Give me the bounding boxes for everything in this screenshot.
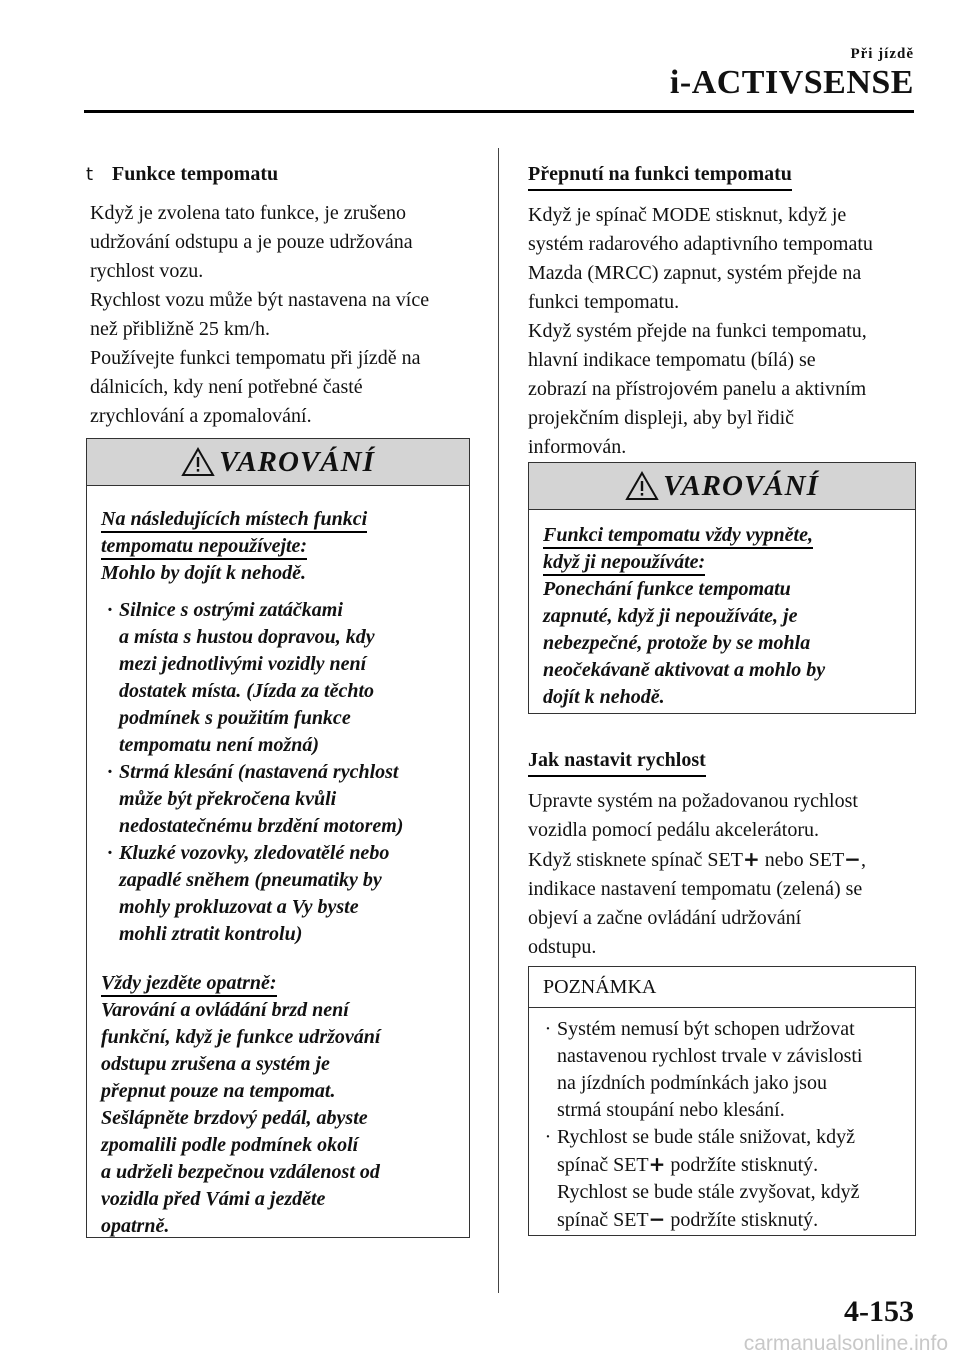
text-line: než přibližně 25 km/h. [90, 318, 270, 340]
text-fragment: nebo SET [759, 849, 845, 871]
note-line: strmá stoupání nebo klesání. [557, 1099, 785, 1121]
note-title: POZNÁMKA [529, 967, 915, 1008]
text-line: objeví a začne ovládání udržování [528, 907, 802, 929]
bullet-line: mohli ztratit kontrolu) [119, 923, 303, 945]
warning-box-right [528, 462, 916, 714]
note-line: nastavenou rychlost trvale v závislosti [557, 1045, 863, 1067]
left-column [86, 160, 470, 431]
heading-bullet: t [86, 164, 94, 185]
warning-body [529, 510, 915, 721]
warning-triangle-icon [181, 447, 215, 477]
right-column [528, 160, 916, 462]
warning-line: funkční, když je funkce udržování [101, 1026, 381, 1048]
note-line: Rychlost se bude stále snižovat, když [557, 1126, 856, 1148]
text-line: hlavní indikace tempomatu (bílá) se [528, 349, 816, 371]
note-box [528, 966, 916, 1236]
text-line: funkci tempomatu. [528, 291, 680, 313]
bullet-dot: · [106, 761, 114, 783]
minus-symbol: − [648, 1207, 666, 1231]
text-line: Když systém přejde na funkci tempomatu, [528, 320, 867, 342]
text-fragment: , [860, 849, 866, 871]
header-rule [84, 110, 914, 113]
note-line: Rychlost se bude stále zvyšovat, když [557, 1181, 860, 1203]
warning-header [87, 439, 469, 486]
text-line: projekčním displeji, aby byl řidič [528, 407, 795, 429]
warning-line: a udrželi bezpečnou vzdálenost od [101, 1161, 380, 1183]
heading-text: Funkce tempomatu [112, 163, 279, 185]
section-heading-cruise [86, 160, 470, 189]
minus-symbol: − [844, 847, 861, 871]
warning-line: Ponechání funkce tempomatu [543, 578, 791, 600]
warning-box-left [86, 438, 470, 1238]
warning-line: opatrně. [101, 1215, 170, 1237]
warning-bullet [101, 759, 455, 840]
text-line: dálnicích, kdy není potřebné časté [90, 376, 363, 398]
bullet-line: mohly prokluzovat a Vy byste [119, 896, 359, 918]
column-divider [498, 148, 499, 1293]
bullet-line: nedostatečnému brzdění motorem) [119, 815, 404, 837]
page-number: 4-153 [844, 1295, 914, 1328]
warning-header [529, 463, 915, 510]
text-line: Když je zvolena tato funkce, je zrušeno [90, 202, 406, 224]
warning-line: přepnut pouze na tempomat. [101, 1080, 336, 1102]
text-line: rychlost vozu. [90, 260, 204, 282]
text-line: indikace nastavení tempomatu (zelená) se [528, 878, 863, 900]
bullet-line: zapadlé sněhem (pneumatiky by [119, 869, 382, 891]
warning-line: nebezpečné, protože by se mohla [543, 632, 811, 654]
warning-line: Sešlápněte brzdový pedál, abyste [101, 1107, 368, 1129]
bullet-line: tempomatu není možná) [119, 734, 320, 756]
warning-underlined: tempomatu nepoužívejte: [101, 534, 307, 560]
warning-bullet [101, 597, 455, 759]
text-line [528, 845, 918, 875]
note-body [529, 1008, 915, 1242]
note-line: Systém nemusí být schopen udržovat [557, 1018, 855, 1040]
note-line [557, 1206, 903, 1234]
bullet-line: Silnice s ostrými zatáčkami [119, 599, 343, 621]
warning-line: dojít k nehodě. [543, 686, 665, 708]
warning-line: odstupu zrušena a systém je [101, 1053, 330, 1075]
section-heading-switch: Přepnutí na funkci tempomatu [528, 161, 792, 191]
bullet-line: Kluzké vozovky, zledovatělé nebo [119, 842, 390, 864]
bullet-line: podmínek s použitím funkce [119, 707, 351, 729]
section-label: Při jízdě [850, 46, 914, 62]
warning-underlined: když ji nepoužíváte: [543, 550, 705, 576]
section-heading-speed: Jak nastavit rychlost [528, 747, 706, 777]
text-line: informován. [528, 436, 627, 458]
text-line: systém radarového adaptivního tempomatu [528, 233, 873, 255]
warning-underlined: Na následujících místech funkci [101, 507, 367, 533]
text-line: vozidla pomocí pedálu akcelerátoru. [528, 819, 819, 841]
note-bullet [539, 1016, 903, 1124]
text-line: Když je spínač MODE stisknut, když je [528, 204, 847, 226]
bullet-dot: · [106, 599, 114, 621]
note-bullet [539, 1124, 903, 1234]
warning-line: zapnuté, když ji nepoužíváte, je [543, 605, 798, 627]
chapter-title: i-ACTIVSENSE [669, 64, 914, 101]
text-line: Mazda (MRCC) zapnut, systém přejde na [528, 262, 862, 284]
bullet-line: dostatek místa. (Jízda za těchto [119, 680, 374, 702]
cruise-paragraph [90, 199, 470, 431]
warning-underlined: Funkci tempomatu vždy vypněte, [543, 523, 813, 549]
warning-line: vozidla před Vámi a jezděte [101, 1188, 326, 1210]
plus-symbol: + [648, 1152, 666, 1176]
text-fragment: spínač SET [557, 1154, 649, 1176]
text-line: Rychlost vozu může být nastavena na více [90, 289, 430, 311]
warning-title: VAROVÁNÍ [663, 469, 819, 502]
bullet-dot: · [544, 1018, 552, 1040]
warning-bullet [101, 840, 455, 948]
warning-line: zpomalili podle podmínek okolí [101, 1134, 359, 1156]
warning-body [87, 486, 469, 1250]
warning-text: Mohlo by dojít k nehodě. [101, 562, 307, 584]
bullet-line: může být překročena kvůli [119, 788, 337, 810]
text-line: Používejte funkci tempomatu při jízdě na [90, 347, 421, 369]
warning-title: VAROVÁNÍ [219, 445, 375, 478]
text-fragment: Když stisknete spínač SET [528, 849, 743, 871]
bullet-line: Strmá klesání (nastavená rychlost [119, 761, 399, 783]
bullet-dot: · [106, 842, 114, 864]
warning-line: Varování a ovládání brzd není [101, 999, 349, 1021]
text-line: zobrazí na přístrojovém panelu a aktivním [528, 378, 867, 400]
plus-symbol: + [742, 847, 760, 871]
text-line: Upravte systém na požadovanou rychlost [528, 790, 858, 812]
note-line [557, 1151, 903, 1179]
set-speed-section [528, 746, 918, 962]
watermark: carmanualsonline.info [743, 1332, 948, 1355]
warning-line: neočekávaně aktivovat a mohlo by [543, 659, 826, 681]
warning-triangle-icon [625, 471, 659, 501]
text-line: odstupu. [528, 936, 597, 958]
note-line: na jízdních podmínkách jako jsou [557, 1072, 827, 1094]
warning-underlined: Vždy jezděte opatrně: [101, 971, 277, 997]
text-fragment: spínač SET [557, 1209, 649, 1231]
text-fragment: podržíte stisknutý. [665, 1209, 819, 1231]
bullet-dot: · [544, 1126, 552, 1148]
text-line: zrychlování a zpomalování. [90, 405, 312, 427]
text-fragment: podržíte stisknutý. [665, 1154, 819, 1176]
bullet-line: a místa s hustou dopravou, kdy [119, 626, 375, 648]
bullet-line: mezi jednotlivými vozidly není [119, 653, 367, 675]
text-line: udržování odstupu a je pouze udržována [90, 231, 413, 253]
